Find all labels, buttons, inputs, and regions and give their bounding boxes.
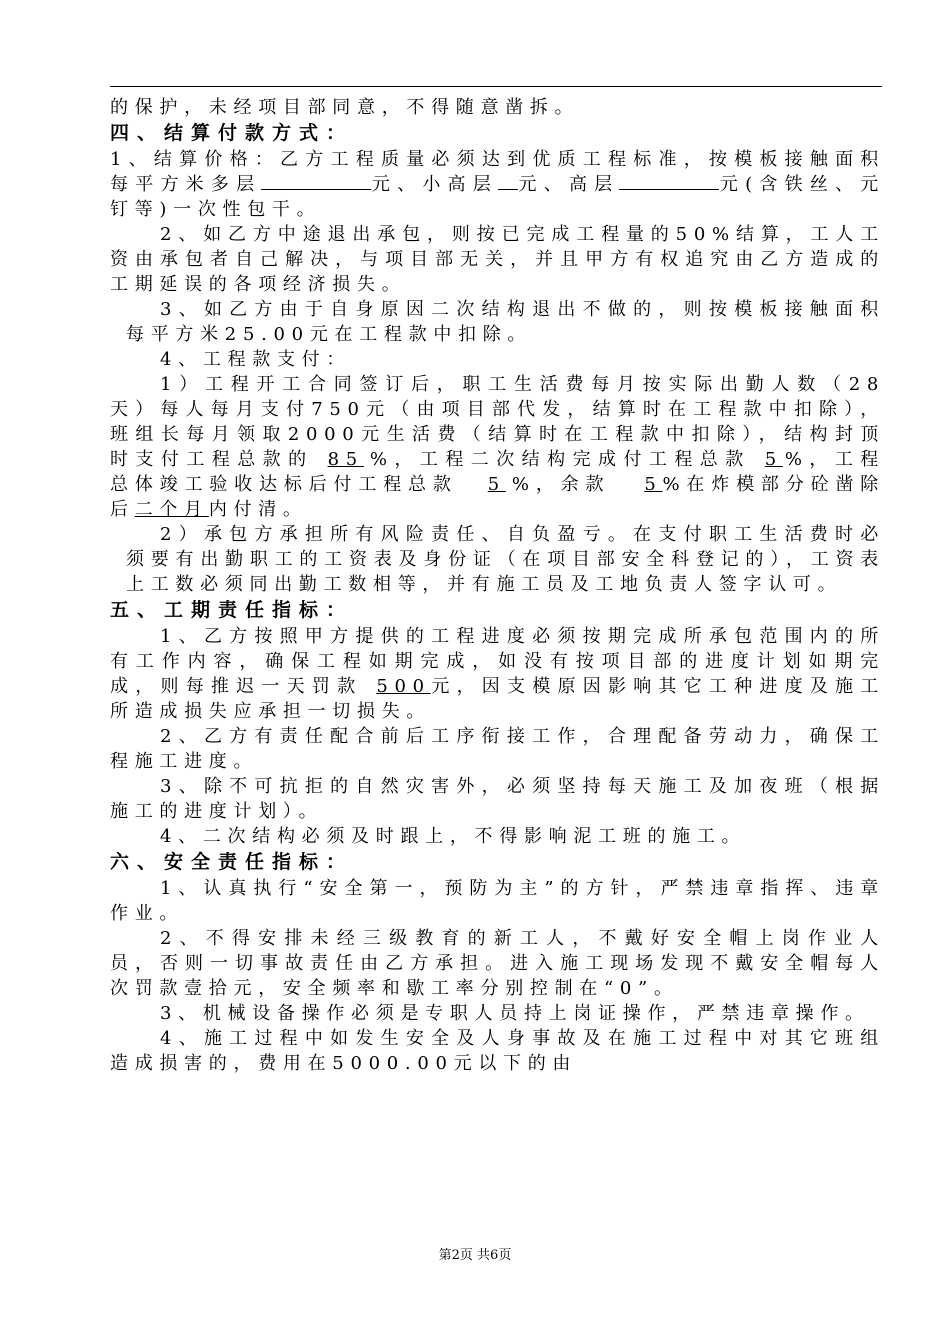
paragraph: 的保护，未经项目部同意，不得随意凿拆。 — [110, 97, 580, 118]
percent-4: 5 — [644, 474, 663, 495]
paragraph: 3、如乙方由于自身原因二次结构退出不做的，则按模板接触面积每平方米25.00元在工程款中扣除。 — [126, 299, 885, 345]
page-footer: 第2页 共6页 — [438, 1248, 512, 1263]
document-body — [110, 95, 885, 1076]
percent-1: 85 — [327, 449, 364, 470]
paragraph: 4、工程款支付： — [160, 349, 352, 370]
paragraph: 3、除不可抗拒的自然灾害外，必须坚持每天施工及加夜班（根据施工的进度计划）。 — [110, 776, 885, 822]
paragraph: 2、不得安排未经三级教育的新工人，不戴好安全帽上岗作业人员，否则一切事故责任由乙方承担。进入施工现场发现不戴安全帽每人次罚款壹拾元，安全频率和歇工率分别控制在“0”。 — [110, 928, 885, 999]
paragraph: 1、认真执行“安全第一，预防为主”的方针，严禁违章指挥、违章作业。 — [110, 878, 885, 924]
section-heading-4: 四、结算付款方式： — [110, 122, 354, 144]
paragraph: 2、乙方有责任配合前后工序衔接工作，合理配备劳动力，确保工程施工进度。 — [110, 726, 885, 772]
paragraph: 2、如乙方中途退出承包，则按已完成工程量的50%结算，工人工资由承包者自己解决，与项目部无关，并且甲方有权追究由乙方造成的工期延误的各项经济损失。 — [110, 224, 885, 295]
section-heading-5: 五、工期责任指标： — [110, 599, 354, 621]
section-heading-6: 六、安全责任指标： — [110, 851, 354, 873]
paragraph: 4、施工过程中如发生安全及人身事故及在施工过程中对其它班组造成损害的，费用在5000.00元以下的由 — [110, 1028, 885, 1074]
period: 二个月 — [134, 499, 209, 520]
fine-amount: 500 — [376, 676, 431, 697]
paragraph-price: 1、结算价格：乙方工程质量必须达到优质工程标准，按模板接触面积每平方米多层 元、小高层 元、高层 元(含铁丝、元钉等)一次性包干。 — [110, 149, 885, 220]
percent-3: 5 — [487, 474, 506, 495]
paragraph: 4、二次结构必须及时跟上，不得影响泥工班的施工。 — [160, 826, 747, 847]
percent-2: 5 — [764, 449, 783, 470]
header-rule — [110, 86, 882, 87]
paragraph-payment: 1）工程开工合同签订后，职工生活费每月按实际出勤人数（28天）每人每月支付750元（由项目部代发，结算时在工程款中扣除），班组长每月领取2000元生活费（结算时在工程款中扣除），结构封顶时支付工程总款的 85 %，工程二次结构完成付工程总款 5 %，工程总体竣工验收达标后付工程总款 5 %，余款 5%在炸模部分砼凿除后二个月内付清。 — [110, 374, 886, 520]
paragraph-schedule: 1、乙方按照甲方提供的工程进度必须按期完成所承包范围内的所有工作内容，确保工程如期完成，如没有按项目部的进度计划如期完成，则每推迟一天罚款 500元，因支模原因影响其它工种进度及施工所造成损失应承担一切损失。 — [110, 626, 885, 722]
paragraph: 2）承包方承担所有风险责任、自负盈亏。在支付职工生活费时必须要有出勤职工的工资表及身份证（在项目部安全科登记的），工资表上工数必须同出勤工数相等，并有施工员及工地负责人签字认可。 — [126, 524, 885, 595]
paragraph: 3、机械设备操作必须是专职人员持上岗证操作，严禁违章操作。 — [160, 1003, 870, 1024]
